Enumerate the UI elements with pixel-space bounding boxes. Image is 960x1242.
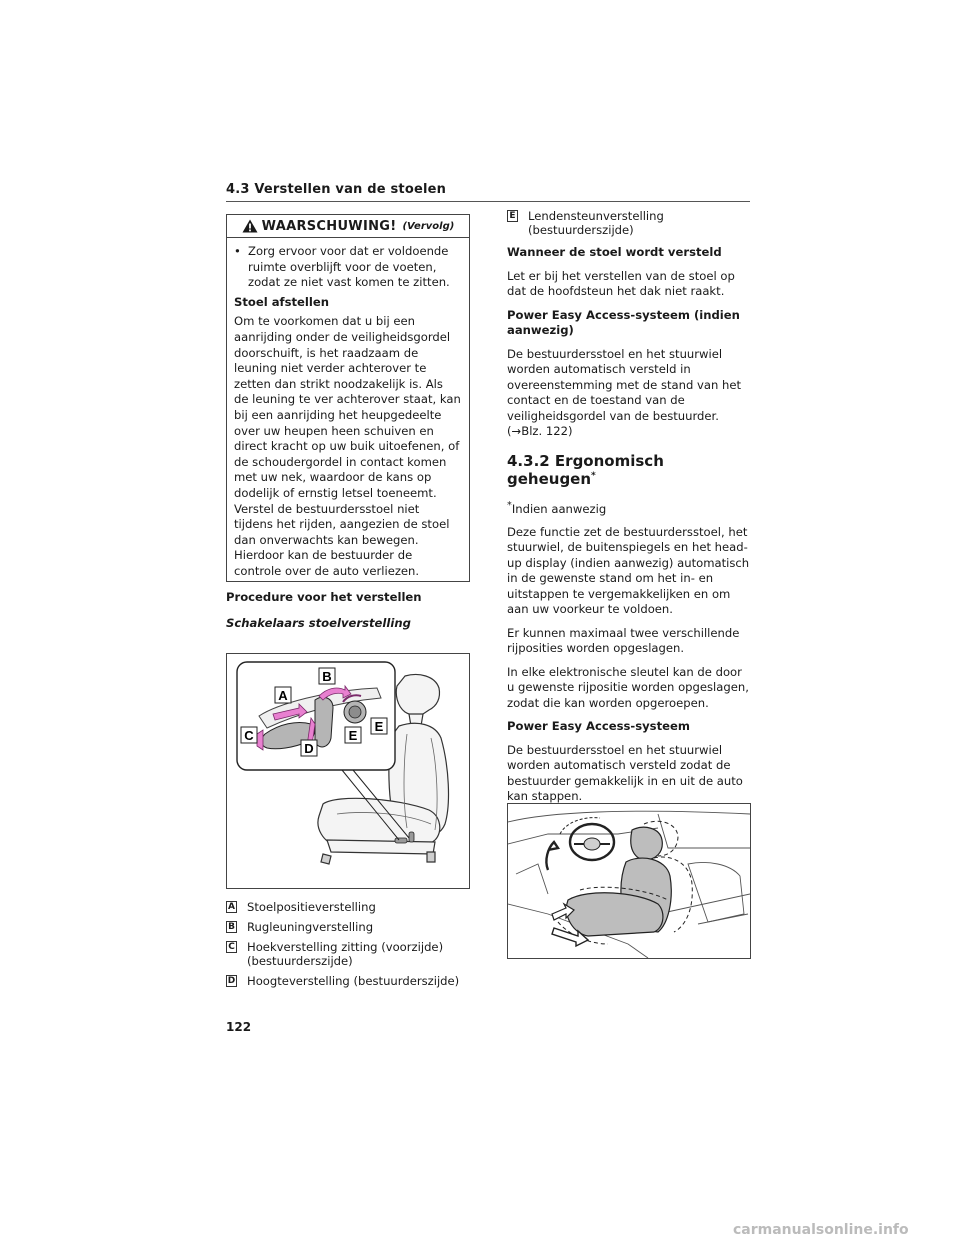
ergonomic-memory-asterisk: * xyxy=(591,471,596,481)
legend-badge-a: A xyxy=(226,901,237,913)
legend-list xyxy=(226,900,476,994)
ergonomic-memory-title: 4.3.2 Ergonomisch geheugen xyxy=(507,451,664,488)
car-interior-illustration xyxy=(508,804,750,958)
left-column xyxy=(226,590,472,630)
watermark: carmanualsonline.info xyxy=(733,1222,909,1238)
power-easy-access-heading-2: Power Easy Access-systeem xyxy=(507,719,690,734)
legend-text-a: Stoelpositieverstelling xyxy=(247,900,376,914)
legend-text-c: Hoekverstelling zitting (voorzijde) (bestuurderszijde) xyxy=(247,940,444,968)
switch-heading: Schakelaars stoelverstelling xyxy=(226,616,411,630)
footnote-asterisk: * xyxy=(507,499,512,511)
power-easy-access-paragraph-2: De bestuurdersstoel en het stuurwiel worden automatisch versteld zodat de bestuurder gemakkelijk in en uit de auto kan stappen. xyxy=(507,742,743,804)
footnote-text: Indien aanwezig xyxy=(511,501,607,516)
figure-label-c: C xyxy=(244,728,254,743)
adjusted-paragraph: Let er bij het verstellen van de stoel op dat de hoofdsteun het dak niet raakt. xyxy=(507,268,735,298)
legend-badge-e: E xyxy=(507,210,518,222)
legend-item-d xyxy=(226,974,476,988)
section-header xyxy=(226,178,750,202)
ergonomic-paragraph-3: In elke elektronische sleutel kan de door u gewenste rijpositie worden opgeslagen, zodat die kan worden opgeroepen. xyxy=(507,664,749,710)
warning-paragraph: Om te voorkomen dat u bij een aanrijding onder de veiligheidsgordel doorschuift, is het raadzaam de leuning niet verder achterover te zetten dan strikt noodzakelijk is. Als de leuning te ver achterover staat, kan bij een aanrijding het heupgedeelte over uw heupen heen schuiven en direct kracht op uw buik uitoefenen, of de schoudergordel in contact komen met uw nek, waardoor de kans op dodelijk of ernstig letsel toeneemt. Verstel de bestuurdersstoel niet tijdens het rijden, aangezien de stoel dan onverwachts kan bewegen. Hierdoor kan de bestuurder de controle over de auto verliezen. xyxy=(234,314,461,578)
warning-bullet xyxy=(234,244,461,291)
legend-item-e xyxy=(507,209,752,237)
adjusted-heading: Wanneer de stoel wordt versteld xyxy=(507,245,722,259)
warning-triangle-icon xyxy=(242,219,258,233)
warning-body xyxy=(227,238,469,579)
section-title: 4.3 Verstellen van de stoelen xyxy=(226,182,447,197)
power-easy-access-paragraph: De bestuurdersstoel en het stuurwiel worden automatisch versteld in overeenstemming met de stand van het contact en de toestand van de veiligheidsgordel van de bestuurder. (→Blz. 122) xyxy=(507,346,742,438)
legend-item-a xyxy=(226,900,476,914)
ergonomic-memory-heading xyxy=(507,451,752,488)
warning-heading: Stoel afstellen xyxy=(234,294,329,309)
legend-item-b xyxy=(226,920,476,934)
warning-title: WAARSCHUWING! xyxy=(261,218,397,234)
legend-badge-c: C xyxy=(226,941,237,953)
legend-text-d: Hoogteverstelling (bestuurderszijde) xyxy=(247,974,460,988)
bullet-dot-icon: • xyxy=(234,244,241,258)
figure-label-b: B xyxy=(322,669,332,684)
legend-badge-b: B xyxy=(226,921,237,933)
right-column xyxy=(507,209,752,813)
legend-text-b: Rugleuningverstelling xyxy=(247,920,374,934)
warning-bullet-text: Zorg ervoor voor dat er voldoende ruimte overblijft voor de voeten, zodat ze niet vast komen te zitten. xyxy=(248,244,450,290)
warning-subtitle: (Vervolg) xyxy=(402,220,455,232)
ergonomic-paragraph-2: Er kunnen maximaal twee verschillende rijposities worden opgeslagen. xyxy=(507,625,740,656)
legend-text-e: Lendensteunverstelling (bestuurderszijde) xyxy=(528,209,664,237)
figure-label-d: D xyxy=(304,741,314,756)
seat-switch-figure xyxy=(226,653,470,889)
legend-item-c xyxy=(226,940,476,968)
figure-label-e2: E xyxy=(374,719,384,734)
ergonomic-paragraph-1: Deze functie zet de bestuurdersstoel, het stuurwiel, de buitenspiegels en het head-up display (indien aanwezig) automatisch in de gewenste stand om het in- en uitstappen te vergemakkelijken en om aan uw voorkeur te voldoen. xyxy=(507,524,750,617)
seat-switch-illustration xyxy=(227,654,469,888)
footnote xyxy=(507,498,752,517)
figure-label-e1: E xyxy=(348,728,358,743)
figure-label-a: A xyxy=(278,688,288,703)
warning-header xyxy=(227,215,469,238)
power-easy-access-heading: Power Easy Access-systeem (indien aanwezig) xyxy=(507,307,740,337)
page-number: 122 xyxy=(226,1020,252,1034)
legend-badge-d: D xyxy=(227,975,236,986)
car-interior-figure xyxy=(507,803,751,959)
procedure-heading: Procedure voor het verstellen xyxy=(226,590,422,604)
warning-box xyxy=(226,214,470,582)
